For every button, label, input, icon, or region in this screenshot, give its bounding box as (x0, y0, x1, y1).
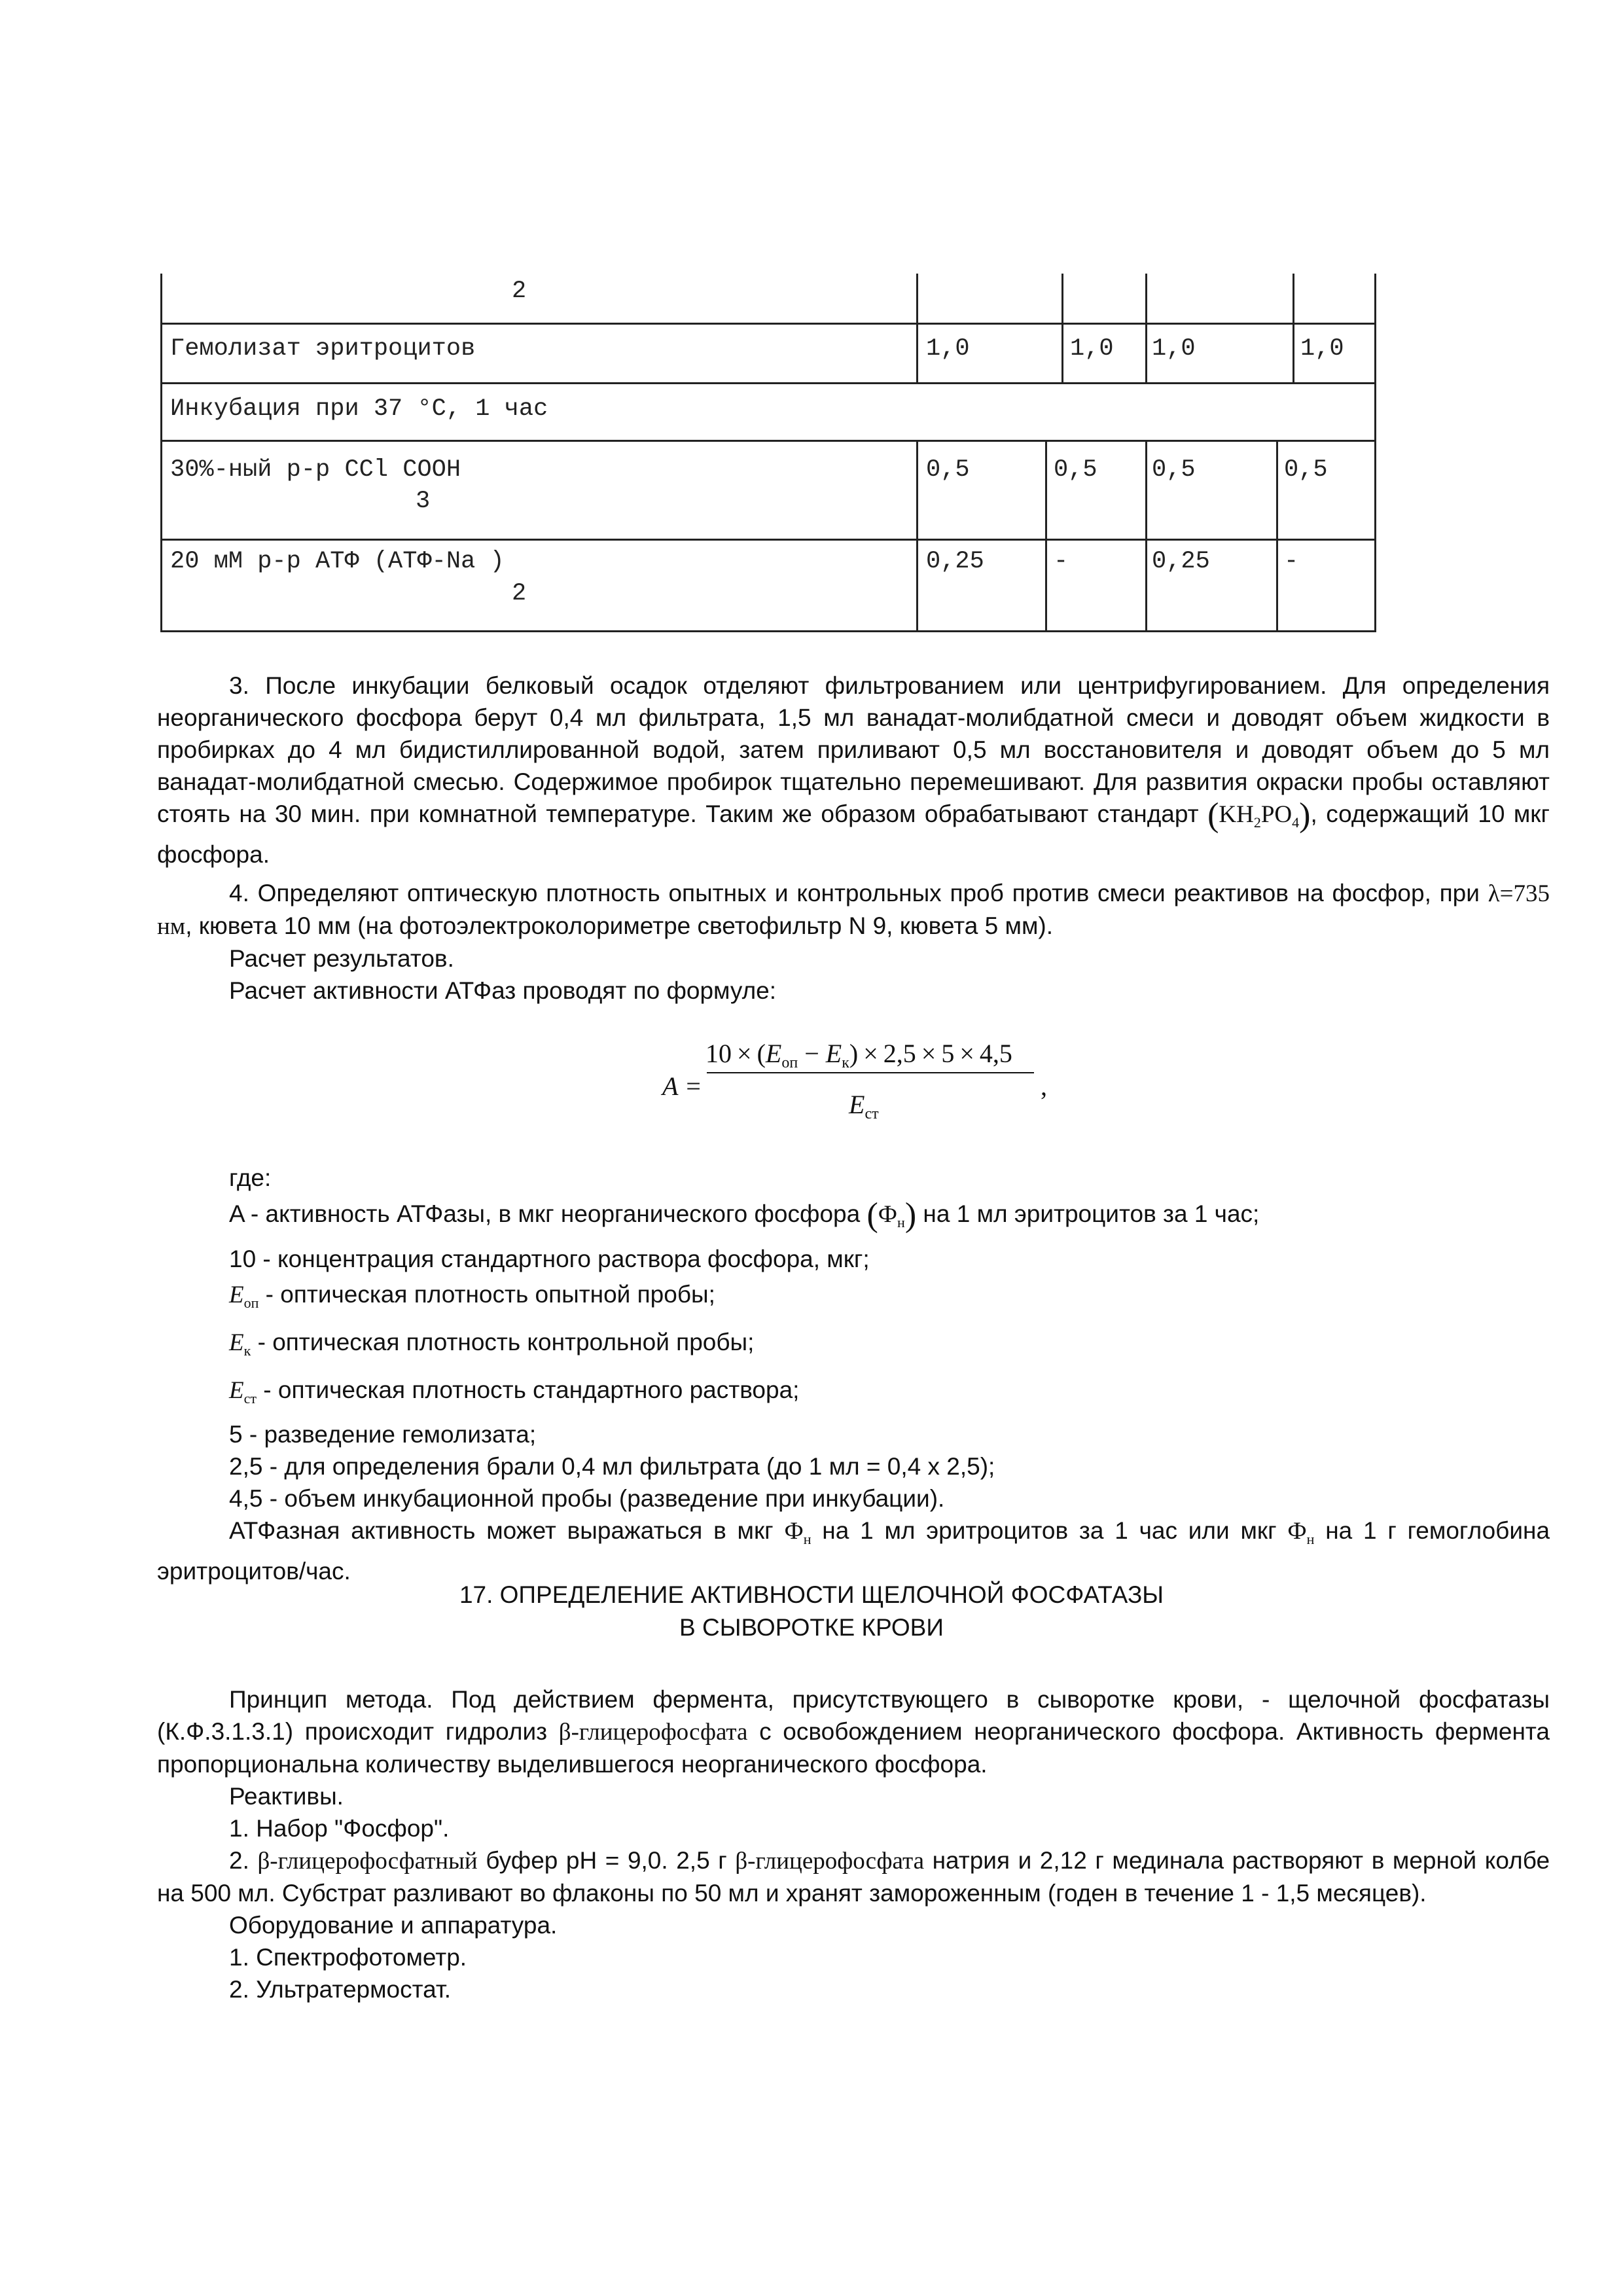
section-title: 17. ОПРЕДЕЛЕНИЕ АКТИВНОСТИ ЩЕЛОЧНОЙ ФОСФАТАЗЫ В СЫВОРОТКЕ КРОВИ (459, 1581, 1164, 1641)
formula-numerator: $10 \times (E_{оп} - E_к) \times 2,5 \times 5 \times 4,5$ (705, 1039, 1012, 1071)
wavelength: λ=735 нм (157, 880, 1550, 940)
reagent-1: 1. Набор "Фосфор". (229, 1815, 450, 1842)
table-cell: - (1284, 548, 1299, 575)
activity-note: АТФазная активность может выражаться в мкг $Ф_н$ на 1 мл эритроцитов за 1 час или мкг $Ф_н$ на 1 г гемоглобина эритроцитов/час. (157, 1517, 1550, 1585)
table-cell: 0,25 (926, 548, 984, 575)
standard-formula: $KH_2PO_4$ (1219, 801, 1300, 831)
table-cell: 1,0 (1152, 335, 1196, 363)
table-col-rule (1145, 440, 1147, 632)
table-col-rule (1276, 440, 1278, 632)
table-col-rule (1045, 440, 1047, 632)
def-filtrate: 2,5 - для определения брали 0,4 мл фильтрата (до 1 мл = 0,4 х 2,5); (229, 1453, 995, 1480)
def-e-k: $E_к$ - оптическая плотность контрольной пробы; (229, 1329, 755, 1359)
reagent-2: 2. β-глицерофосфатный буфер pH = 9,0. 2,5 г β-глицерофосфата натрия и 2,12 г мединала растворяют в мерной колбе на 500 мл. Субстрат разливают во флаконы по 50 мл и хранят замороженным (годен в течение 1 - 1,5 месяцев). (157, 1847, 1550, 1907)
equipment-heading: Оборудование и аппаратура. (229, 1912, 558, 1939)
def-volume: 4,5 - объем инкубационной пробы (разведение при инкубации). (229, 1485, 945, 1512)
table-cell: 0,5 (1284, 456, 1328, 484)
reagents-heading: Реактивы. (229, 1783, 344, 1810)
table-rule (160, 539, 1376, 541)
formula-denominator: $E_{ст}$ (849, 1090, 879, 1122)
equipment-2: 2. Ультратермостат. (229, 1976, 452, 2003)
table-cell: 1,0 (1070, 335, 1114, 363)
formula-lhs: A = (662, 1071, 702, 1101)
table-border-right (1374, 274, 1376, 632)
table-row-label: 20 мМ р-р АТФ (АТФ-Na ) (170, 548, 505, 575)
step-4-paragraph: 4. Определяют оптическую плотность опытных и контрольных проб против смеси реактивов на фосфор, при λ=735 нм, кювета 10 мм (на фотоэлектроколориметре светофильтр N 9, кювета 5 мм). (157, 880, 1550, 940)
def-A: A - активность АТФазы, в мкг неорганического фосфора $(Ф_н)$ на 1 мл эритроцитов за 1 час; (229, 1196, 1260, 1234)
procedure-text (157, 670, 1550, 1007)
table-row-label: 30%-ный р-р CCl COOH (170, 456, 461, 484)
principle-paragraph: Принцип метода. Под действием фермента, присутствующего в сыворотке крови, - щелочной фосфатазы (К.Ф.3.1.3.1) происходит гидролиз β-глицерофосфата с освобождением неорганического фосфора. Активность фермента пропорциональна количеству выделившегося неорганического фосфора. (157, 1686, 1550, 1778)
table-rule (160, 630, 1376, 632)
table-col-rule (1145, 274, 1147, 384)
table-border-left (160, 274, 162, 632)
table-rule (160, 440, 1376, 442)
table-cell: - (1054, 548, 1069, 575)
def-e-op: $E_{оп}$ - оптическая плотность опытной пробы; (229, 1281, 715, 1311)
def-e-st: $E_{ст}$ - оптическая плотность стандартного раствора; (229, 1376, 800, 1407)
table-rule (160, 323, 1376, 325)
table-col-rule (1293, 274, 1294, 384)
results-intro: Расчет активности АТФаз проводят по формуле: (229, 977, 777, 1004)
section-body (157, 1683, 1550, 2005)
table-cell: 0,25 (1152, 548, 1210, 575)
table-subscript: 3 (416, 488, 431, 515)
table-col-rule (916, 274, 918, 384)
table-cell: 0,5 (926, 456, 970, 484)
table-subscript: 2 (512, 580, 527, 607)
table-col-rule (1061, 274, 1063, 384)
formula-definitions (157, 1162, 1550, 1587)
equipment-1: 1. Спектрофотометр. (229, 1944, 467, 1971)
table-row-label: Гемолизат эритроцитов (170, 335, 476, 363)
results-heading: Расчет результатов. (229, 945, 454, 972)
table-row-label: Инкубация при 37 °C, 1 час (170, 395, 548, 423)
table-cell: 0,5 (1152, 456, 1196, 484)
phi-symbol: $Ф_н$ (878, 1201, 905, 1230)
table-cell: 0,5 (1054, 456, 1097, 484)
table-rule (160, 382, 1376, 384)
formula-fraction-bar (707, 1072, 1034, 1073)
step-3-paragraph: 3. После инкубации белковый осадок отделяют фильтрованием или центрифугированием. Для определения неорганического фосфора берут 0,4 мл фильтрата, 1,5 мл ванадат-молибдатной смеси и доводят объем жидкости в пробирках до 4 мл бидистиллированной водой, затем приливают 0,5 мл восстановителя и доводят объем до 5 мл ванадат-молибдатной смесью. Содержимое пробирок тщательно перемешивают. Для развития окраски пробы оставляют стоять на 30 мин. при комнатной температуре. Таким же образом обрабатывают стандарт $(KH_2PO_4)$, содержащий 10 мкг фосфора. (157, 672, 1550, 868)
table-cell: 1,0 (1300, 335, 1344, 363)
table-cell: 1,0 (926, 335, 970, 363)
activity-formula: A = $10 \times (E_{оп} - E_к) \times 2,5 \times 5 \times 4,5$ $E_{ст}$ , (662, 1039, 1047, 1122)
def-dilution: 5 - разведение гемолизата; (229, 1421, 537, 1448)
def-concentration: 10 - концентрация стандартного раствора фосфора, мкг; (229, 1246, 870, 1272)
table-col-rule (916, 440, 918, 632)
where-label: где: (229, 1164, 272, 1191)
reagent-table (160, 274, 1376, 632)
table-subscript: 2 (512, 278, 527, 305)
